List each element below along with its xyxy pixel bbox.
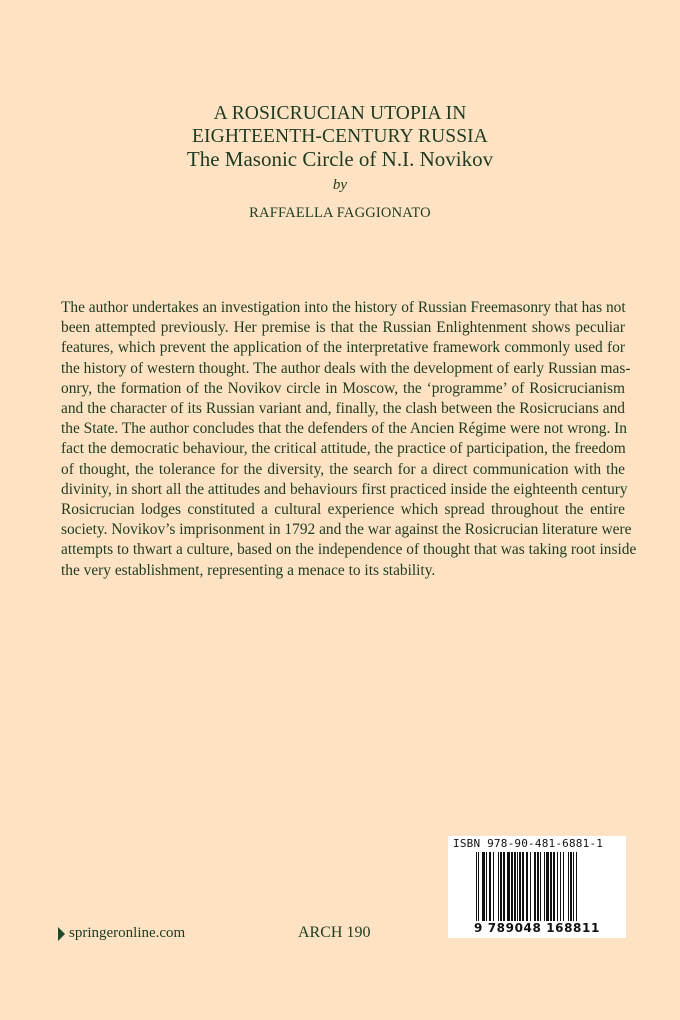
title-line-2: EIGHTEENTH-CENTURY RUSSIA (192, 126, 488, 147)
blurb-line: fact the democratic behaviour, the critical attitude, the practice of participation, the freedom (61, 440, 626, 458)
blurb-line: onry, the formation of the Novikov circle in Moscow, the ‘programme’ of Rosicrucianism (61, 379, 625, 397)
blurb-line: Rosicrucian lodges constituted a cultural experience which spread throughout the entire (61, 501, 625, 519)
blurb-line: the State. The author concludes that the defenders of the Ancien Régime were not wrong. In (61, 420, 627, 438)
blurb-paragraph (61, 298, 637, 581)
blurb-line: divinity, in short all the attitudes and behaviours first practiced inside the eighteenth century (61, 480, 628, 498)
by-label: by (332, 177, 348, 193)
publisher-website-link[interactable] (58, 925, 185, 942)
book-subtitle: The Masonic Circle of N.I. Novikov (186, 147, 494, 171)
blurb-line: the history of western thought. The author deals with the development of early Russian mas- (61, 359, 631, 377)
author-name: RAFFAELLA FAGGIONATO (249, 205, 431, 221)
blurb-line: features, which prevent the application of the interpretative framework commonly used for (61, 339, 625, 357)
blurb-line: and the character of its Russian variant and, finally, the clash between the Rosicrucians and (61, 400, 625, 418)
blurb-line: society. Novikov’s imprisonment in 1792 and the war against the Rosicrucian literature were (61, 521, 632, 539)
ean-digits: 9 789048 168811 (474, 921, 600, 935)
blurb-line: The author undertakes an investigation into the history of Russian Freemasonry that has not (61, 299, 626, 316)
blurb-line: of thought, the tolerance for the diversity, the search for a direct communication with the (61, 460, 625, 478)
isbn-barcode (448, 836, 626, 938)
blurb-line: attempts to thwart a culture, based on the independence of thought that was taking root inside (61, 541, 637, 559)
catalog-code: ARCH 190 (298, 924, 371, 941)
isbn-label: ISBN 978-90-481-6881-1 (453, 837, 604, 850)
barcode-bars (476, 852, 616, 924)
blurb-line: been attempted previously. Her premise is that the Russian Enlightenment shows peculiar (61, 319, 625, 337)
title-line-1: A ROSICRUCIAN UTOPIA IN (213, 103, 467, 124)
blurb-line: the very establishment, representing a menace to its stability. (61, 561, 436, 579)
chevron-right-icon (58, 927, 65, 941)
book-title (0, 102, 680, 148)
website-text: springeronline.com (69, 925, 186, 941)
